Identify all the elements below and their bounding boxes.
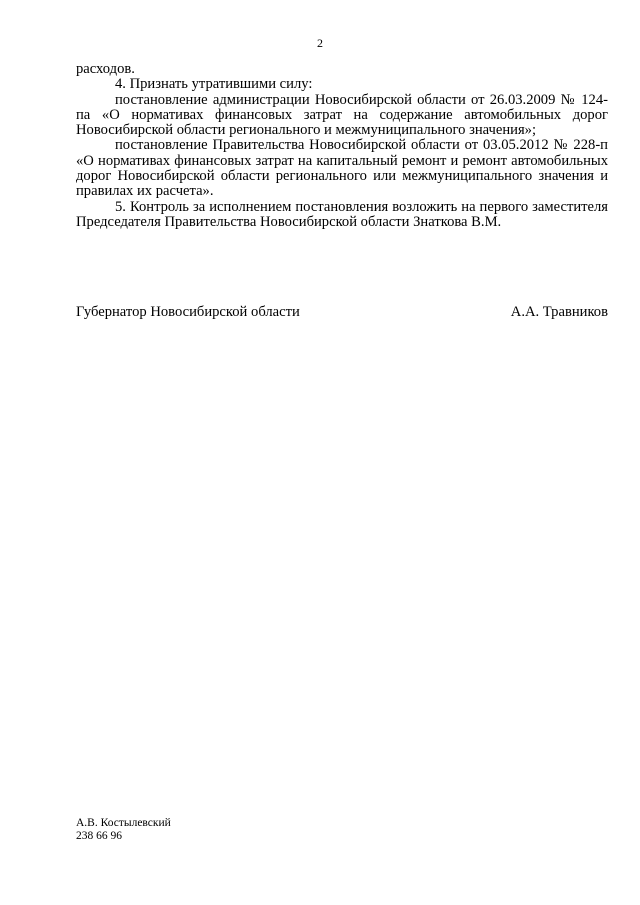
signatory-position: Губернатор Новосибирской области <box>76 304 300 320</box>
paragraph-item-5: 5. Контроль за исполнением постановления возложить на первого заместителя Председателя Правительства Новосибирской области Знаткова В.М. <box>76 198 608 230</box>
executor-block <box>76 817 171 843</box>
paragraph-item-4: 4. Признать утратившими силу: <box>115 76 313 93</box>
document-body <box>76 62 608 230</box>
signatory-name: А.А. Травников <box>510 304 608 320</box>
page-number: 2 <box>317 36 323 50</box>
paragraph-repealed-resolution-2012: постановление Правительства Новосибирской области от 03.05.2012 № 228-п «О нормативах финансовых затрат на капитальный ремонт и ремонт автомобильных дорог Новосибирской области регионального или межмуниципального значения и правилах их расчета». <box>76 137 608 200</box>
paragraph-repealed-resolution-2009: постановление администрации Новосибирской области от 26.03.2009 № 124-па «О нормативах финансовых затрат на содержание автомобильных дорог Новосибирской области регионального и межмуниципального значения»; <box>76 91 608 139</box>
executor-phone: 238 66 96 <box>76 830 122 842</box>
executor-name: А.В. Костылевский <box>76 817 171 829</box>
signature-block <box>76 304 608 320</box>
paragraph-continuation: расходов. <box>76 61 135 77</box>
